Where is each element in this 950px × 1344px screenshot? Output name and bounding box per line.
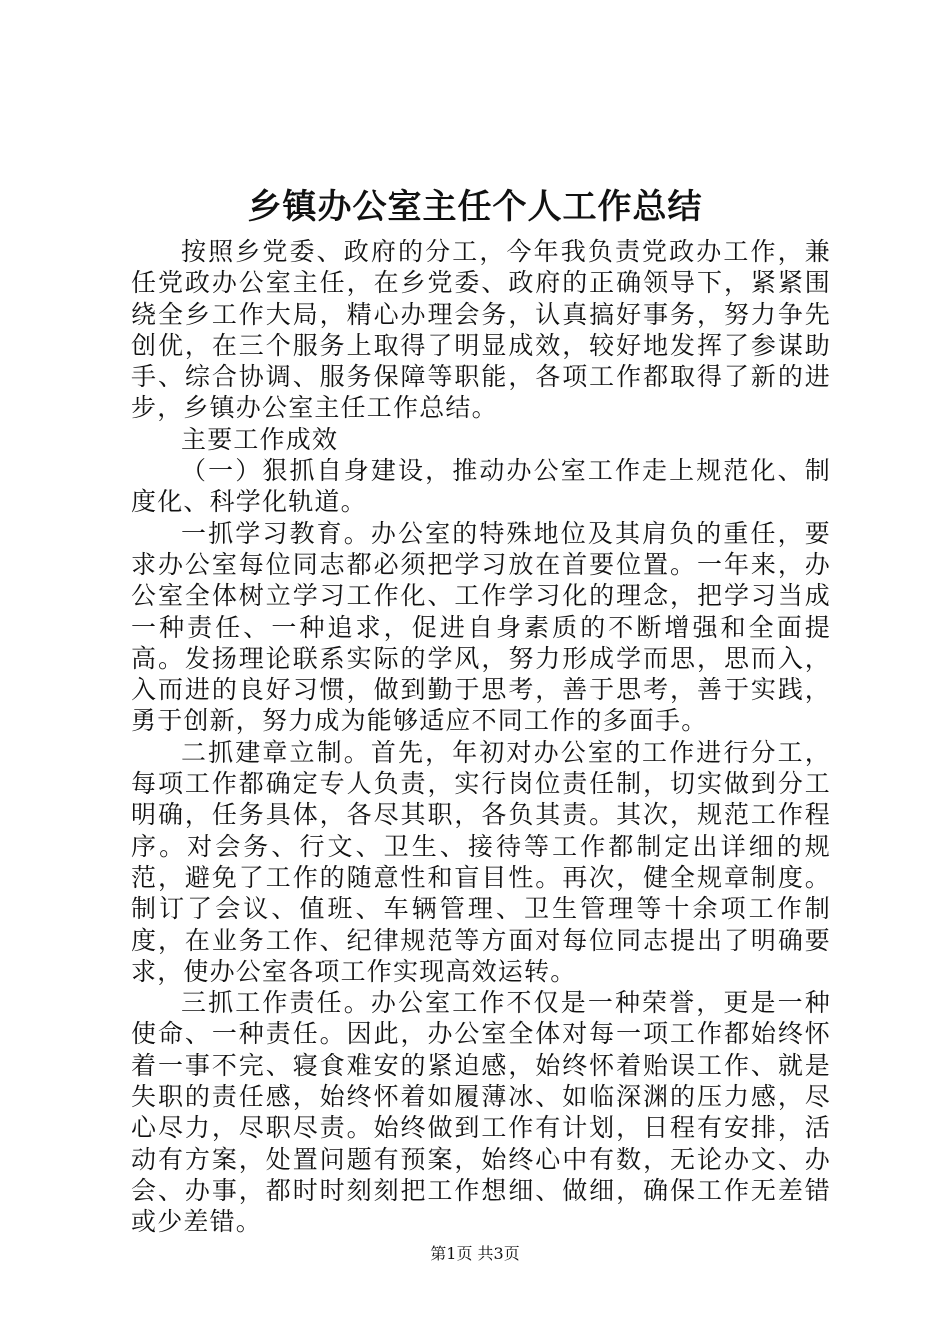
document-body xyxy=(131,236,831,1238)
body-paragraph-rules: 二抓建章立制。首先，年初对办公室的工作进行分工，每项工作都确定专人负责，实行岗位责任制，切实做到分工明确，任务具体，各尽其职，各负其责。其次，规范工作程序。对会务、行文、卫生、接待等工作都制定出详细的规范，避免了工作的随意性和盲目性。再次，健全规章制度。制订了会议、值班、车辆管理、卫生管理等十余项工作制度，在业务工作、纪律规范等方面对每位同志提出了明确要求，使办公室各项工作实现高效运转。 xyxy=(131,737,831,986)
document-title: 乡镇办公室主任个人工作总结 xyxy=(247,187,703,227)
page-number-footer: 第1页 共3页 xyxy=(430,1244,520,1263)
body-paragraph-study: 一抓学习教育。办公室的特殊地位及其肩负的重任，要求办公室每位同志都必须把学习放在首要位置。一年来，办公室全体树立学习工作化、工作学习化的理念，把学习当成一种责任、一种追求，促进自身素质的不断增强和全面提高。发扬理论联系实际的学风，努力形成学而思，思而入，入而进的良好习惯，做到勤于思考，善于思考，善于实践，勇于创新，努力成为能够适应不同工作的多面手。 xyxy=(131,518,831,736)
body-paragraph-responsibility: 三抓工作责任。办公室工作不仅是一种荣誉，更是一种使命、一种责任。因此，办公室全体对每一项工作都始终怀着一事不完、寝食难安的紧迫感，始终怀着贻误工作、就是失职的责任感，始终怀着如履薄冰、如临深渊的压力感，尽心尽力，尽职尽责。始终做到工作有计划，日程有安排，活动有方案，处置问题有预案，始终心中有数，无论办文、办会、办事，都时时刻刻把工作想细、做细，确保工作无差错或少差错。 xyxy=(131,988,831,1237)
intro-paragraph: 按照乡党委、政府的分工，今年我负责党政办工作，兼任党政办公室主任，在乡党委、政府的正确领导下，紧紧围绕全乡工作大局，精心办理会务，认真搞好事务，努力争先创优，在三个服务上取得了明显成效，较好地发挥了参谋助手、综合协调、服务保障等职能，各项工作都取得了新的进步，乡镇办公室主任工作总结。 xyxy=(131,237,831,423)
section-heading: 主要工作成效 xyxy=(181,424,339,454)
subsection-heading: （一）狠抓自身建设，推动办公室工作走上规范化、制度化、科学化轨道。 xyxy=(131,456,831,517)
